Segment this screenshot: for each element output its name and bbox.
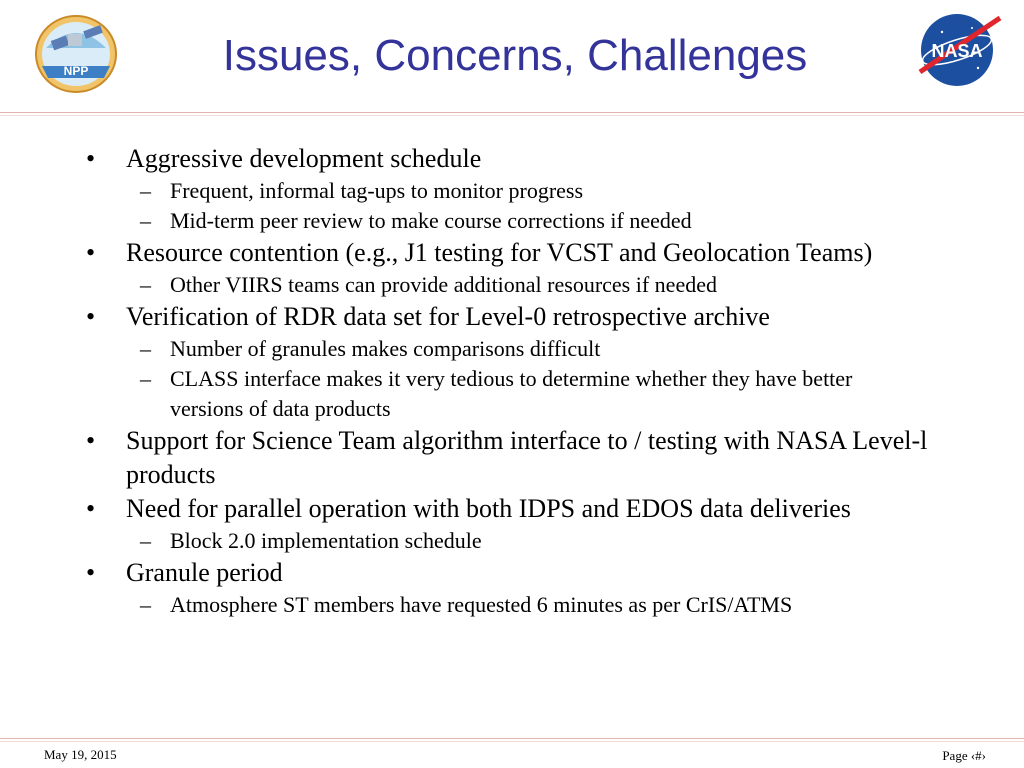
bullet-item [86, 236, 886, 270]
footer-date: May 19, 2015 [44, 747, 117, 762]
sub-bullet-text: CLASS interface makes it very tedious to determine whether they have better versions of data products [170, 366, 853, 421]
sub-bullet-text: Block 2.0 implementation schedule [170, 528, 482, 553]
bullet-marker: • [86, 558, 96, 587]
sub-bullet-text: Mid-term peer review to make course corrections if needed [170, 208, 692, 233]
bullet-item [86, 424, 946, 492]
dash-marker: – [140, 272, 151, 297]
bullet-marker: • [86, 494, 96, 523]
header-divider-shadow [0, 115, 1024, 116]
sub-bullet-item [86, 270, 946, 300]
bullet-text: Support for Science Team algorithm interface to / testing with NASA Level-l products [126, 426, 928, 489]
sub-bullet-item [86, 176, 946, 206]
footer-page-number: Page ‹#› [942, 748, 986, 763]
bullet-text: Resource contention (e.g., J1 testing for VCST and Geolocation Teams) [126, 238, 873, 267]
sub-bullet-item [86, 590, 946, 620]
sub-bullet-text: Other VIIRS teams can provide additional resources if needed [170, 272, 717, 297]
footer-divider-shadow [0, 741, 1024, 742]
dash-marker: – [140, 178, 151, 203]
sub-bullet-text: Frequent, informal tag-ups to monitor progress [170, 178, 584, 203]
bullet-text: Granule period [126, 558, 283, 587]
bullet-item [86, 142, 946, 176]
header-divider [0, 112, 1024, 113]
dash-marker: – [140, 208, 151, 233]
dash-marker: – [140, 528, 151, 553]
bullet-text: Need for parallel operation with both IDPS and EDOS data deliveries [126, 494, 851, 523]
sub-bullet-text: Atmosphere ST members have requested 6 minutes as per CrIS/ATMS [170, 592, 793, 617]
bullet-marker: • [86, 302, 96, 331]
nasa-meatball-logo-icon [912, 10, 1002, 90]
svg-text:NPP: NPP [63, 64, 89, 78]
dash-marker: – [140, 592, 151, 617]
sub-bullet-item [86, 364, 910, 424]
npp-mission-logo-icon [30, 8, 122, 94]
bullet-marker: • [86, 144, 96, 173]
bullet-marker: • [86, 426, 96, 455]
sub-bullet-item [86, 206, 946, 236]
bullet-list [86, 142, 946, 620]
bullet-item [86, 300, 946, 334]
svg-text:NASA: NASA [931, 41, 983, 61]
sub-bullet-item [86, 526, 946, 556]
bullet-text: Verification of RDR data set for Level-0 retrospective archive [126, 302, 770, 331]
bullet-text: Aggressive development schedule [126, 144, 482, 173]
bullet-marker: • [86, 238, 96, 267]
page-title: Issues, Concerns, Challenges [222, 31, 808, 80]
bullet-item [86, 492, 946, 526]
sub-bullet-text: Number of granules makes comparisons difficult [170, 336, 601, 361]
dash-marker: – [140, 336, 151, 361]
sub-bullet-item [86, 334, 946, 364]
dash-marker: – [140, 366, 151, 391]
bullet-item [86, 556, 946, 590]
footer-divider [0, 738, 1024, 739]
